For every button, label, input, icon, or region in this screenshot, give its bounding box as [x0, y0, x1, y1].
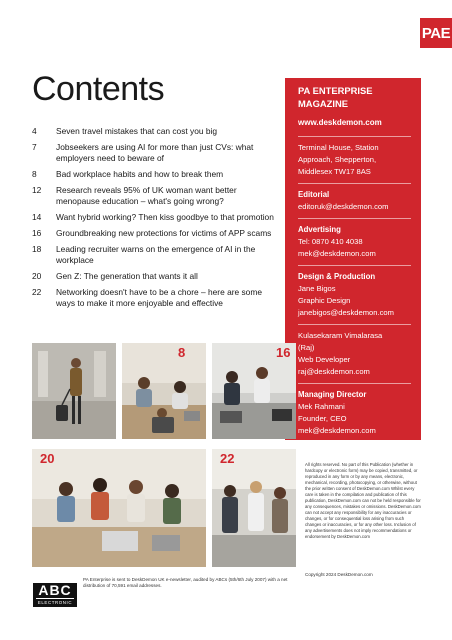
toc-item[interactable] — [32, 271, 280, 282]
address-block — [298, 142, 411, 178]
workplace-photo[interactable] — [122, 343, 206, 439]
photo-page-number: 20 — [40, 451, 55, 466]
toc-title: Groundbreaking new protections for victims of APP scams — [56, 228, 272, 238]
toc-title: Bad workplace habits and how to break them — [56, 169, 224, 179]
divider — [298, 183, 411, 184]
toc-page-number: 4 — [32, 126, 37, 136]
abc-electronic-logo — [33, 583, 77, 607]
toc-page-number: 12 — [32, 185, 42, 195]
design-heading: Design & Production — [298, 272, 376, 281]
genz-photo-image — [32, 449, 206, 567]
advertising-block — [298, 224, 411, 260]
toc-item[interactable] — [32, 287, 280, 309]
toc-title: Want hybrid working? Then kiss goodbye to that promotion — [56, 212, 274, 222]
toc-title: Research reveals 95% of UK woman want better menopause education – what's going wrong? — [56, 185, 237, 206]
developer-name: Kulasekaram Vimalarasa — [298, 331, 383, 340]
photo-page-number — [100, 345, 107, 360]
toc-page-number: 8 — [32, 169, 37, 179]
pae-logo: PAE — [420, 18, 452, 48]
photo-page-number: 8 — [178, 345, 186, 360]
toc-item[interactable] — [32, 126, 280, 137]
designer-email[interactable]: janebigos@deskdemon.com — [298, 308, 394, 317]
designer-role: Graphic Design — [298, 296, 351, 305]
toc-title: Gen Z: The generation that wants it all — [56, 271, 198, 281]
editorial-block — [298, 189, 411, 213]
photo-page-number: 16 — [276, 345, 291, 360]
advertising-heading: Advertising — [298, 225, 341, 234]
advertising-email[interactable]: mek@deskdemon.com — [298, 249, 376, 258]
abc-logo-text: ABC — [38, 582, 72, 598]
networking-photo[interactable] — [212, 449, 296, 567]
divider — [298, 136, 411, 137]
toc-item[interactable] — [32, 244, 280, 266]
toc-title: Leading recruiter warns on the emergence of AI in the workplace — [56, 244, 256, 265]
address-line: Middlesex TW17 8AS — [298, 167, 371, 176]
design-block — [298, 271, 411, 319]
toc-item[interactable] — [32, 228, 280, 239]
designer-name: Jane Bigos — [298, 284, 336, 293]
toc-item[interactable] — [32, 185, 280, 207]
page-title: Contents — [32, 70, 165, 108]
toc-page-number: 22 — [32, 287, 42, 297]
developer-email[interactable]: raj@deskdemon.com — [298, 367, 370, 376]
editorial-email[interactable]: editoruk@deskdemon.com — [298, 202, 389, 211]
director-block — [298, 389, 411, 437]
director-heading: Managing Director — [298, 390, 367, 399]
address-line: Terminal House, Station — [298, 143, 379, 152]
toc-item[interactable] — [32, 142, 280, 164]
masthead-sidebar — [285, 78, 421, 440]
toc-page-number: 20 — [32, 271, 42, 281]
director-role: Founder, CEO — [298, 414, 347, 423]
editorial-heading: Editorial — [298, 190, 330, 199]
abc-logo-subtext: ELECTRONIC — [37, 600, 73, 605]
workplace-photo-image — [122, 343, 206, 439]
toc-item[interactable] — [32, 212, 280, 223]
legal-notice: All rights reserved. No part of this Publication (whether in hardcopy or electronic form) may be copied, transmitted, or reproduced in any form or by any means, electronic, mechanical, recording, photocopying, or otherwise, without the prior written consent of DeskDemon.com Whilst every care is taken in the compilation and publication of this publication, DeskDemon.com can not be held responsible for any consequences, mistakes or omissions. DeskDemon.com can not accept any responsibility for any inaccuracies or changes, or for consequential loss arising from such changes or inaccuracies, or for any other loss. Inclusion of any advertisements does not imply recommendations or endorsement by DeskDemon.com — [305, 462, 421, 539]
divider — [298, 265, 411, 266]
toc-item[interactable] — [32, 169, 280, 180]
divider — [298, 324, 411, 325]
magazine-title-line: MAGAZINE — [298, 98, 348, 109]
developer-block — [298, 330, 411, 378]
toc-title: Jobseekers are using AI for more than just CVs: what employers need to beware of — [56, 142, 254, 163]
advertising-phone: Tel: 0870 410 4038 — [298, 237, 363, 246]
developer-role: Web Developer — [298, 355, 351, 364]
hybrid-working-photo[interactable] — [212, 343, 296, 439]
toc-page-number: 7 — [32, 142, 37, 152]
genz-photo[interactable] — [32, 449, 206, 567]
copyright-notice: Copyright 2024 DeskDemon.com — [305, 572, 373, 577]
table-of-contents — [32, 126, 280, 314]
networking-photo-image — [212, 449, 296, 567]
divider — [298, 218, 411, 219]
toc-title: Seven travel mistakes that can cost you big — [56, 126, 218, 136]
toc-page-number: 14 — [32, 212, 42, 222]
developer-nickname: (Raj) — [298, 343, 315, 352]
director-name: Mek Rahmani — [298, 402, 345, 411]
circulation-note: PA Enterprise is sent to DeskDemon UK e-newsletter, audited by ABCs (5th/6th July 2007) with a net distribution of 70,591 email addresses. — [83, 577, 288, 589]
director-email[interactable]: mek@deskdemon.com — [298, 426, 376, 435]
photo-page-number: 22 — [220, 451, 235, 466]
travel-photo[interactable] — [32, 343, 116, 439]
website-link[interactable]: www.deskdemon.com — [298, 118, 382, 127]
toc-page-number: 16 — [32, 228, 42, 238]
divider — [298, 383, 411, 384]
magazine-title-line: PA ENTERPRISE — [298, 85, 373, 96]
toc-page-number: 18 — [32, 244, 42, 254]
toc-title: Networking doesn't have to be a chore – here are some ways to make it more enjoyable and effective — [56, 287, 262, 308]
magazine-title — [298, 84, 411, 110]
address-line: Approach, Shepperton, — [298, 155, 377, 164]
